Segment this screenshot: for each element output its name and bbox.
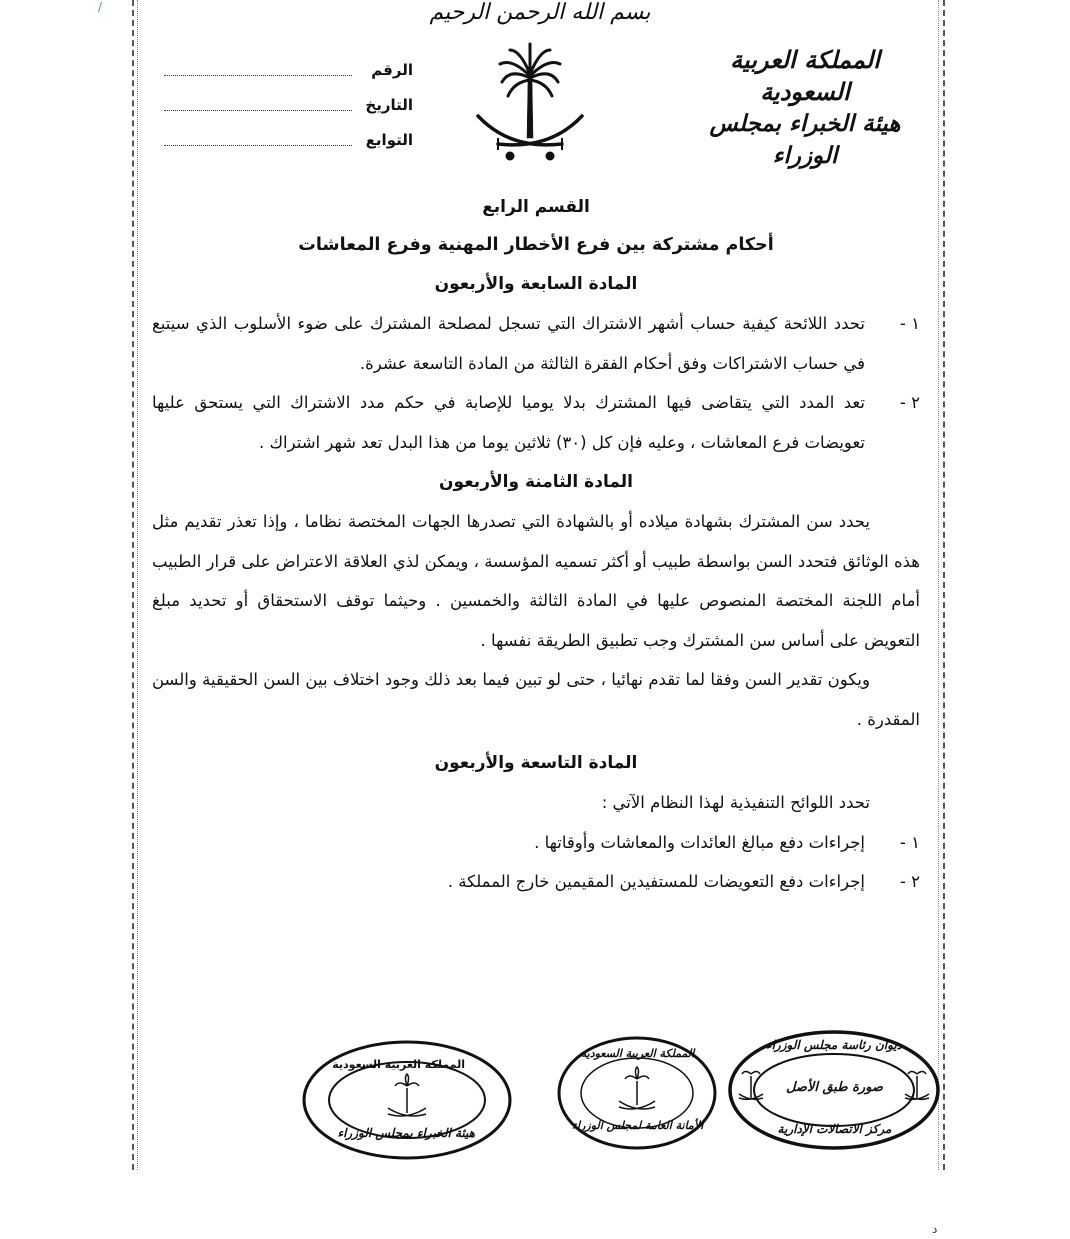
ref-attachments-label: التوابع	[365, 130, 413, 149]
article-49-item-1	[152, 823, 920, 863]
ref-number-label: الرقم	[371, 60, 413, 79]
article-48-paragraph-2: ويكون تقدير السن وفقا لما تقدم نهائيا ، حتى لو تبين فيما بعد ذلك وجود اختلاف بين السن الحقيقية والسن المقدرة .	[152, 670, 920, 729]
item-number: ٢ -	[899, 872, 920, 891]
stamp2-top-text: المملكة العربية السعودية	[580, 1047, 695, 1060]
stamp3-top-text: المملكة العربية السعودية	[332, 1058, 465, 1071]
ref-number-line	[164, 63, 352, 76]
item-text: تعد المدد التي يتقاضى فيها المشترك بدلا يوميا للإصابة في حكم مدد الاشتراك التي يستحق عليها تعويضات فرع المعاشات ، وعليه فإن كل (٣٠) ثلاثين يوما من هذا البدل تعد شهر اشتراك .	[152, 393, 865, 452]
article-47-item-1	[152, 304, 920, 383]
article-49-item-2	[152, 862, 920, 902]
margin-mark: /	[98, 0, 103, 14]
experts-commission-stamp-icon	[300, 1038, 515, 1163]
item-number: ٢ -	[899, 393, 920, 412]
article-49-title: المادة التاسعة والأربعون	[434, 753, 638, 773]
section-subtitle: أحكام مشتركة بين فرع الأخطار المهنية وفرع المعاشات	[298, 235, 774, 255]
ref-date-label: التاريخ	[365, 95, 413, 114]
item-text: إجراءات دفع مبالغ العائدات والمعاشات وأوقاتها .	[534, 832, 865, 852]
ref-attachments-row	[158, 122, 413, 157]
section-title: القسم الرابع	[482, 197, 590, 217]
stamps-area	[295, 1028, 945, 1168]
left-border	[132, 0, 134, 1170]
document-body	[152, 188, 920, 902]
stamp3-bottom-text: هيئة الخبراء بمجلس الوزراء	[337, 1126, 475, 1140]
kingdom-name: المملكة العربية السعودية	[730, 45, 880, 106]
left-border-inner	[137, 0, 138, 1170]
authority-name: هيئة الخبراء بمجلس الوزراء	[709, 110, 901, 169]
palm-swords-emblem-icon	[470, 38, 590, 166]
article-49-intro: تحدد اللوائح التنفيذية لهذا النظام الآتي :	[601, 793, 870, 812]
ref-date-row	[158, 87, 413, 122]
right-border-inner	[938, 0, 939, 1170]
general-secretariat-stamp-icon	[555, 1033, 720, 1153]
item-number: ١ -	[899, 314, 920, 333]
item-text: تحدد اللائحة كيفية حساب أشهر الاشتراك التي تسجل لمصلحة المشترك على ضوء الأسلوب الذي سيتبع في حساب الاشتراكات وفق أحكام الفقرة الثالثة من المادة التاسعة عشرة.	[152, 314, 865, 373]
stamp1-bottom-text: مركز الاتصالات الإدارية	[777, 1122, 892, 1136]
article-48-title: المادة الثامنة والأربعون	[439, 472, 633, 492]
right-border	[943, 0, 945, 1170]
stamp1-top-text: ديوان رئاسة مجلس الوزراء	[765, 1038, 902, 1052]
article-47-item-2	[152, 383, 920, 462]
item-number: ١ -	[899, 832, 920, 852]
stamp1-center-text: صورة طبق الأصل	[786, 1080, 883, 1095]
stamp2-bottom-text: الأمانة العامة لمجلس الوزراء	[571, 1119, 704, 1132]
basmala: بسم الله الرحمن الرحيم	[429, 0, 651, 25]
ref-date-line	[164, 98, 352, 111]
reference-fields	[158, 52, 413, 157]
certified-copy-stamp-icon	[727, 1028, 942, 1153]
page-mark: د	[932, 1222, 938, 1236]
article-47-title: المادة السابعة والأربعون	[434, 274, 638, 294]
article-48-paragraph-1: يحدد سن المشترك بشهادة ميلاده أو بالشهادة التي تصدرها الجهات المختصة نظاما ، وإذا تعذر تقديم مثل هذه الوثائق فتحدد السن بواسطة طبيب أو أكثر تسميه المؤسسة ، ويمكن لذي العلاقة الاعتراض على قرار الطبيب أمام اللجنة المختصة المنصوص عليها في المادة الثالثة والخمسين . وحيثما توقف الاستحقاق أو تحديد مبلغ التعويض على أساس سن المشترك وجب تطبيق الطريقة نفسها .	[152, 512, 920, 650]
letterhead	[690, 44, 920, 172]
ref-number-row	[158, 52, 413, 87]
ref-attachments-line	[164, 133, 352, 146]
item-text: إجراءات دفع التعويضات للمستفيدين المقيمين خارج المملكة .	[447, 872, 865, 891]
